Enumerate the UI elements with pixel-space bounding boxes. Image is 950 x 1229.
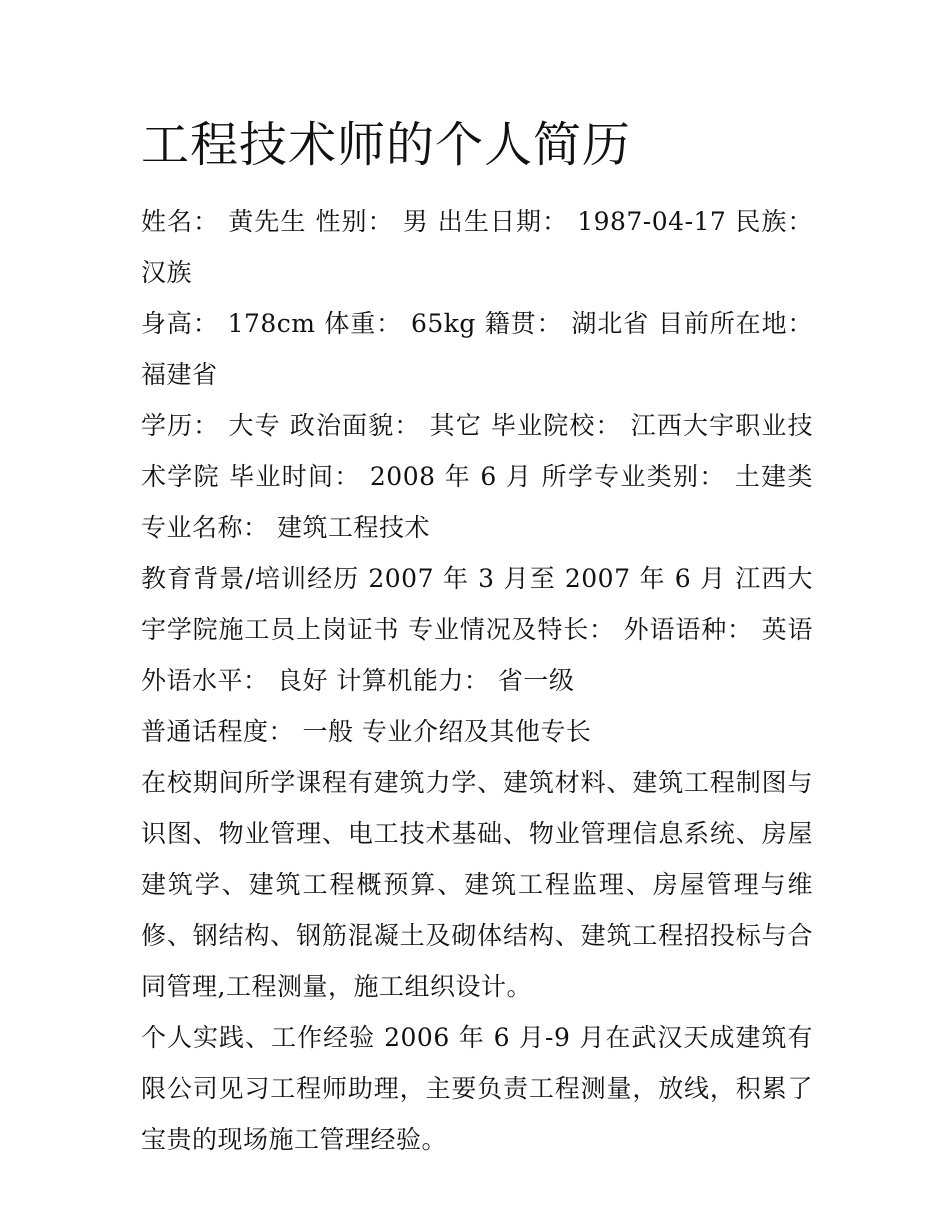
mandarin-level-paragraph: 普通话程度： 一般 专业介绍及其他专长 [141,717,592,746]
training-skills-paragraph: 教育背景/培训经历 2007 年 3 月至 2007 年 6 月 江西大宇学院施工员上岗证书 专业情况及特长： 外语语种： 英语 外语水平： 良好 计算机能力： 省一级 [141,564,813,695]
page-title: 工程技术师的个人简历 [141,117,632,173]
physical-info-paragraph: 身高： 178cm 体重： 65kg 籍贯： 湖北省 目前所在地： 福建省 [141,309,813,389]
resume-page [141,110,813,1165]
personal-info-line: 姓名： 黄先生 性别： 男 出生日期： 1987-04-17 民族： 汉族 [141,207,813,287]
education-paragraph: 学历： 大专 政治面貌： 其它 毕业院校： 江西大宇职业技术学院 毕业时间： 2008 年 6 月 所学专业类别： 土建类 专业名称： 建筑工程技术 [141,411,813,542]
courses-paragraph: 在校期间所学课程有建筑力学、建筑材料、建筑工程制图与识图、物业管理、电工技术基础、物业管理信息系统、房屋建筑学、建筑工程概预算、建筑工程监理、房屋管理与维修、钢结构、钢筋混凝土及砌体结构、建筑工程招投标与合同管理,工程测量，施工组织设计。 [141,768,813,1001]
work-experience-paragraph: 个人实践、工作经验 2006 年 6 月-9 月在武汉天成建筑有限公司见习工程师助理，主要负责工程测量，放线，积累了宝贵的现场施工管理经验。 [141,1023,813,1154]
